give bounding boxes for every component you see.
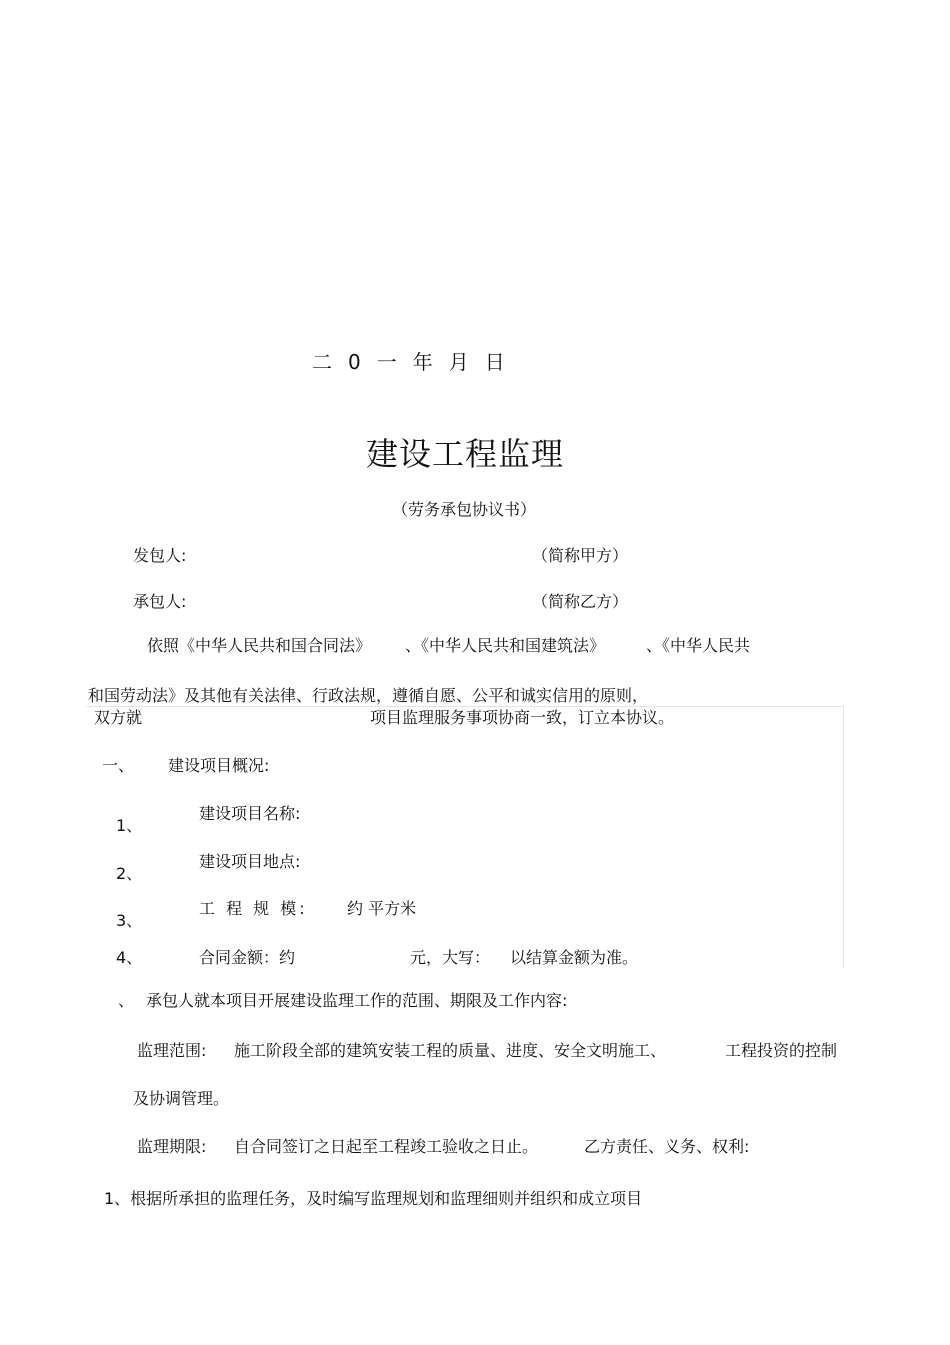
date-day: 日 <box>484 350 507 374</box>
frame-line-top <box>86 706 844 707</box>
section1-heading: 建设项目概况: <box>168 756 270 775</box>
scope-text: 施工阶段全部的建筑安装工程的质量、进度、安全文明施工、 <box>234 1041 667 1060</box>
scope-text-b: 工程投资的控制 <box>725 1041 838 1060</box>
intro-line1-b: 、《中华人民共和国建筑法》 <box>405 636 606 655</box>
item4-value-a: 元，大写： <box>410 948 491 967</box>
frame-line-right <box>843 706 844 968</box>
date-char-yi: 一 <box>376 350 399 374</box>
item4-value-b: 以结算金额为准。 <box>510 948 639 967</box>
duty-item-1: 1、根据所承担的监理任务，及时编写监理规划和监理细则并组织和成立项目 <box>104 1189 643 1208</box>
scope-text-continued: 及协调管理。 <box>133 1089 230 1108</box>
item1-number: 1、 <box>116 816 143 835</box>
date-line <box>312 352 521 372</box>
intro-line1-a: 依照《中华人民共和国合同法》 <box>147 636 372 655</box>
date-char-er: 二 <box>312 350 334 374</box>
scope-label: 监理范围: <box>137 1041 207 1060</box>
intro-line2: 和国劳动法》及其他有关法律、行政法规，遵循自愿、公平和诚实信用的原则， <box>88 686 649 705</box>
item4-label: 合同金额：约 <box>199 948 296 967</box>
contractor-label: 承包人: <box>133 592 187 611</box>
intro-line3-b: 项目监理服务事项协商一致，订立本协议。 <box>370 708 675 727</box>
period-label: 监理期限: <box>137 1137 207 1156</box>
page-title: 建设工程监理 <box>366 435 565 473</box>
period-text: 自合同签订之日起至工程竣工验收之日止。 <box>234 1137 539 1156</box>
item4-number: 4、 <box>116 948 143 967</box>
date-char-zero: 0 <box>348 350 363 374</box>
employer-label: 发包人: <box>133 546 187 565</box>
intro-line1-c: 、《中华人民共 <box>646 636 751 655</box>
item3-label: 工 程 规 模: <box>199 899 308 918</box>
duties-heading: 乙方责任、义务、权利: <box>584 1137 750 1156</box>
section2-heading: 承包人就本项目开展建设监理工作的范围、期限及工作内容: <box>146 991 568 1010</box>
date-year: 年 <box>412 350 435 374</box>
date-month: 月 <box>448 350 471 374</box>
contractor-abbr: （简称乙方） <box>532 592 629 611</box>
item3-number: 3、 <box>116 911 143 930</box>
item1-label: 建设项目名称: <box>199 804 301 823</box>
item2-label: 建设项目地点: <box>199 852 301 871</box>
item2-number: 2、 <box>116 864 143 883</box>
section1-number: 一、 <box>102 756 135 775</box>
intro-line3-a: 双方就 <box>94 708 143 727</box>
item3-value: 约 平方米 <box>347 899 417 918</box>
section2-number: 、 <box>118 991 135 1010</box>
employer-abbr: （简称甲方） <box>532 546 629 565</box>
page-subtitle: （劳务承包协议书） <box>392 500 537 519</box>
